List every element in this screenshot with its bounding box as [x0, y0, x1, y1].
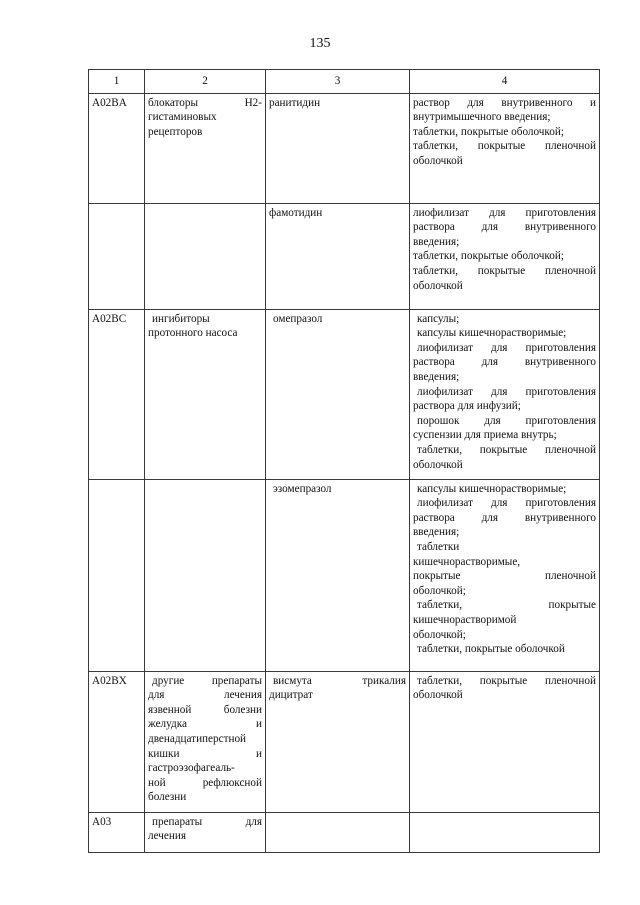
group-text-line: препараты для — [152, 815, 262, 828]
dosage-form-line: суспензии для приема внутрь; — [413, 429, 557, 442]
dosage-form-line: внутримышечного введения; — [413, 111, 551, 124]
table-row — [89, 93, 600, 203]
drug-name-cell — [266, 309, 410, 479]
group-text-line: гистаминовых — [148, 111, 217, 124]
table-row — [89, 309, 600, 479]
dosage-form-line: оболочкой — [413, 279, 463, 292]
column-header-4: 4 — [410, 70, 600, 94]
dosage-form-line: раствора для инфузий; — [413, 400, 521, 413]
dosage-form-line: таблетки, покрытые — [417, 599, 596, 612]
group-text-line: желудка и — [148, 718, 262, 731]
drug-text-line: висмута трикалия — [273, 674, 406, 687]
pharmacological-group-cell — [145, 812, 266, 852]
drug-text-line: омепразол — [273, 312, 323, 325]
dosage-form-line: лиофилизат для приготовления — [417, 497, 596, 510]
group-text-line: рецепторов — [148, 125, 203, 138]
dosage-forms-cell — [410, 93, 600, 203]
dosage-form-line: таблетки, покрытые оболочкой — [417, 643, 565, 656]
dosage-form-line: таблетки, покрытые оболочкой; — [413, 250, 564, 263]
group-text-line: лечения — [148, 830, 186, 843]
dosage-form-line: капсулы; — [417, 312, 460, 325]
dosage-form-line: порошок для приготовления — [417, 414, 596, 427]
dosage-form-line: таблетки — [417, 540, 460, 553]
atc-code-cell: A03 — [89, 812, 145, 852]
dosage-forms-cell — [410, 671, 600, 812]
dosage-form-line: капсулы кишечнорастворимые; — [417, 482, 567, 495]
dosage-forms-cell — [410, 479, 600, 671]
dosage-form-line: введения; — [413, 526, 460, 539]
dosage-form-line: лиофилизат для приготовления — [413, 206, 596, 219]
pharmacological-group-cell — [145, 203, 266, 309]
group-text-line: двенадцатиперстной — [148, 732, 247, 745]
column-header-2: 2 — [145, 70, 266, 94]
page-number: 135 — [309, 36, 331, 51]
atc-code-cell — [89, 479, 145, 671]
pharmacological-group-cell — [145, 309, 266, 479]
group-text-line: протонного насоса — [148, 327, 238, 340]
pharmacological-group-cell — [145, 93, 266, 203]
table-row — [89, 203, 600, 309]
drug-text-line: дицитрат — [269, 689, 313, 702]
dosage-forms-cell — [410, 203, 600, 309]
group-text-line: для лечения — [148, 689, 262, 702]
drug-name-cell — [266, 671, 410, 812]
drug-name-cell — [266, 479, 410, 671]
pharmacological-group-cell — [145, 671, 266, 812]
table-row — [89, 671, 600, 812]
dosage-form-line: таблетки, покрытые пленочной — [413, 264, 596, 277]
column-header-3: 3 — [266, 70, 410, 94]
drug-classification-table — [88, 69, 600, 853]
dosage-form-line: раствора для внутривенного — [413, 356, 596, 369]
table-row — [89, 479, 600, 671]
dosage-form-line: покрытые пленочной — [413, 570, 596, 583]
dosage-form-line: раствора для внутривенного — [413, 511, 596, 524]
pharmacological-group-cell — [145, 479, 266, 671]
group-text-line: кишки и — [148, 747, 262, 760]
drug-text-line: эзомепразол — [273, 482, 332, 495]
drug-text-line: фамотидин — [269, 206, 323, 219]
group-text-line: блокаторы H2- — [148, 96, 262, 109]
dosage-form-line: оболочкой — [413, 458, 463, 471]
dosage-form-line: лиофилизат для приготовления — [417, 341, 596, 354]
dosage-form-line: таблетки, покрытые пленочной — [413, 140, 596, 153]
atc-code-cell: A02BA — [89, 93, 145, 203]
group-text-line: ингибиторы — [152, 312, 210, 325]
dosage-forms-cell — [410, 309, 600, 479]
drug-name-cell — [266, 203, 410, 309]
dosage-form-line: таблетки, покрытые оболочкой; — [413, 125, 564, 138]
table-row — [89, 812, 600, 852]
drug-text-line: ранитидин — [269, 96, 321, 109]
group-text-line: язвенной болезни — [148, 703, 262, 716]
dosage-form-line: таблетки, покрытые пленочной — [417, 674, 596, 687]
drug-name-cell — [266, 812, 410, 852]
drug-name-cell — [266, 93, 410, 203]
table-header-row — [89, 70, 600, 94]
dosage-form-line: лиофилизат для приготовления — [417, 385, 596, 398]
group-text-line: ной рефлюксной — [148, 776, 262, 789]
dosage-form-line: введения; — [413, 235, 460, 248]
dosage-form-line: кишечнорастворимые, — [413, 555, 521, 568]
group-text-line: гастроэзофагеаль- — [148, 762, 235, 775]
atc-code-cell: A02BC — [89, 309, 145, 479]
dosage-form-line: кишечнорастворимой — [413, 613, 517, 626]
dosage-form-line: капсулы кишечнорастворимые; — [417, 327, 567, 340]
atc-code-cell — [89, 203, 145, 309]
dosage-forms-cell — [410, 812, 600, 852]
dosage-form-line: оболочкой — [413, 154, 463, 167]
dosage-form-line: введения; — [413, 370, 460, 383]
group-text-line: болезни — [148, 791, 187, 804]
dosage-form-line: раствор для внутривенного и — [413, 96, 596, 109]
dosage-form-line: оболочкой — [413, 689, 463, 702]
dosage-form-line: оболочкой; — [413, 628, 466, 641]
dosage-form-line: оболочкой; — [413, 584, 466, 597]
atc-code-cell: A02BX — [89, 671, 145, 812]
dosage-form-line: таблетки, покрытые пленочной — [417, 443, 596, 456]
group-text-line: другие препараты — [152, 674, 262, 687]
dosage-form-line: раствора для внутривенного — [413, 221, 596, 234]
column-header-1: 1 — [89, 70, 145, 94]
